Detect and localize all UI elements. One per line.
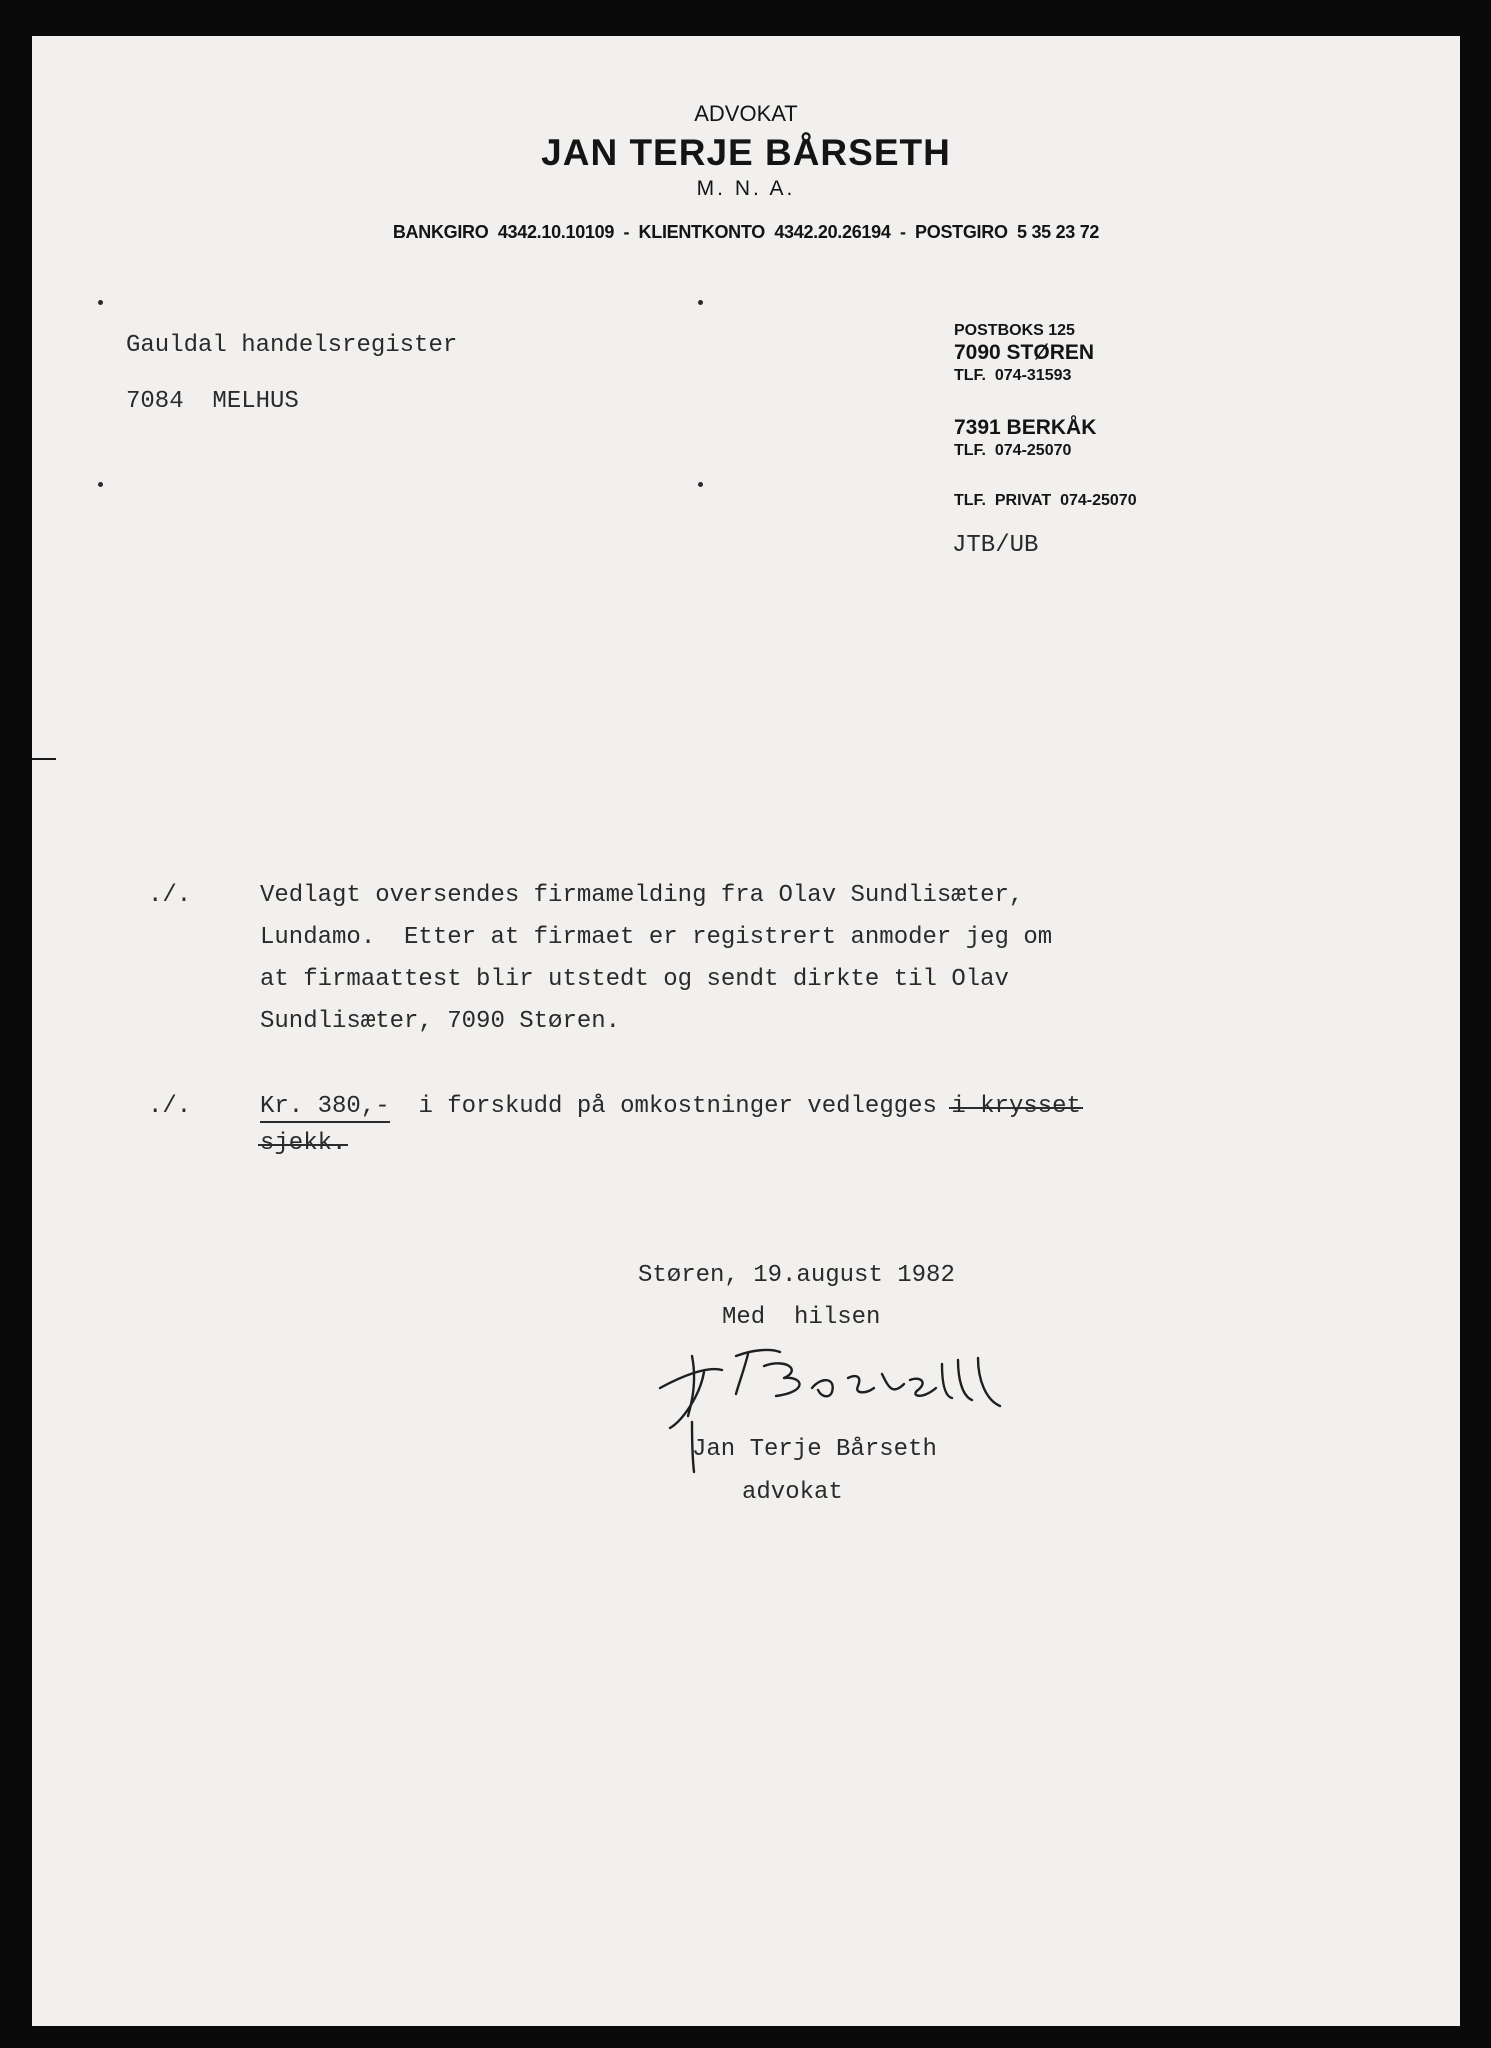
enclosure-marker-1: ./. [148,882,192,909]
sender-city1: 7090 STØREN [954,341,1095,364]
place-date: Støren, 19.august 1982 [638,1262,955,1289]
amount: Kr. 380,- [260,1093,390,1123]
letter-page [32,36,1460,2026]
body-para1-line4: Sundlisæter, 7090 Støren. [260,1008,621,1035]
window-corner-dot [98,482,103,487]
struck-text-line2: sjekk. [260,1130,347,1157]
body-para1-line1: Vedlagt oversendes firmamelding fra Olav Sundlisæter, [260,882,1024,909]
sender-tlf1: TLF. 074-31593 [954,367,1072,384]
sender-tlf2: TLF. 074-25070 [954,442,1072,459]
window-corner-dot [698,482,703,487]
signatory-title: advokat [742,1479,843,1506]
signatory-name: Jan Terje Bårseth [692,1436,937,1463]
sender-tlf-private: TLF. PRIVAT 074-25070 [954,492,1137,509]
letterhead-bank-line: BANKGIRO 4342.10.10109 - KLIENTKONTO 4342.20.26194 - POSTGIRO 5 35 23 72 [392,222,1100,242]
sender-postboks: POSTBOKS 125 [954,322,1075,339]
window-corner-dot [698,300,703,305]
body-para1-line3: at firmaattest blir utstedt og sendt dirkte til Olav [260,966,1009,993]
sender-city2: 7391 BERKÅK [954,416,1097,439]
letterhead-title: ADVOKAT [694,101,798,126]
struck-text: i krysset [951,1093,1081,1120]
window-corner-dot [98,300,103,305]
body-para2-text: i forskudd på omkostninger vedlegges [418,1093,937,1120]
handwritten-signature [652,1336,1072,1486]
body-para2-line1 [260,1093,1081,1120]
letterhead-name: JAN TERJE BÅRSETH [541,132,951,173]
fold-mark [32,758,56,760]
body-para2-line2 [260,1130,346,1157]
letterhead-subtitle: M. N. A. [696,177,796,200]
reference: JTB/UB [952,532,1039,559]
recipient-line1: Gauldal handelsregister [126,332,458,359]
body-para1-line2: Lundamo. Etter at firmaet er registrert anmoder jeg om [260,924,1053,951]
greeting: Med hilsen [722,1304,881,1331]
enclosure-marker-2: ./. [148,1093,192,1120]
recipient-line2: 7084 MELHUS [126,388,299,415]
